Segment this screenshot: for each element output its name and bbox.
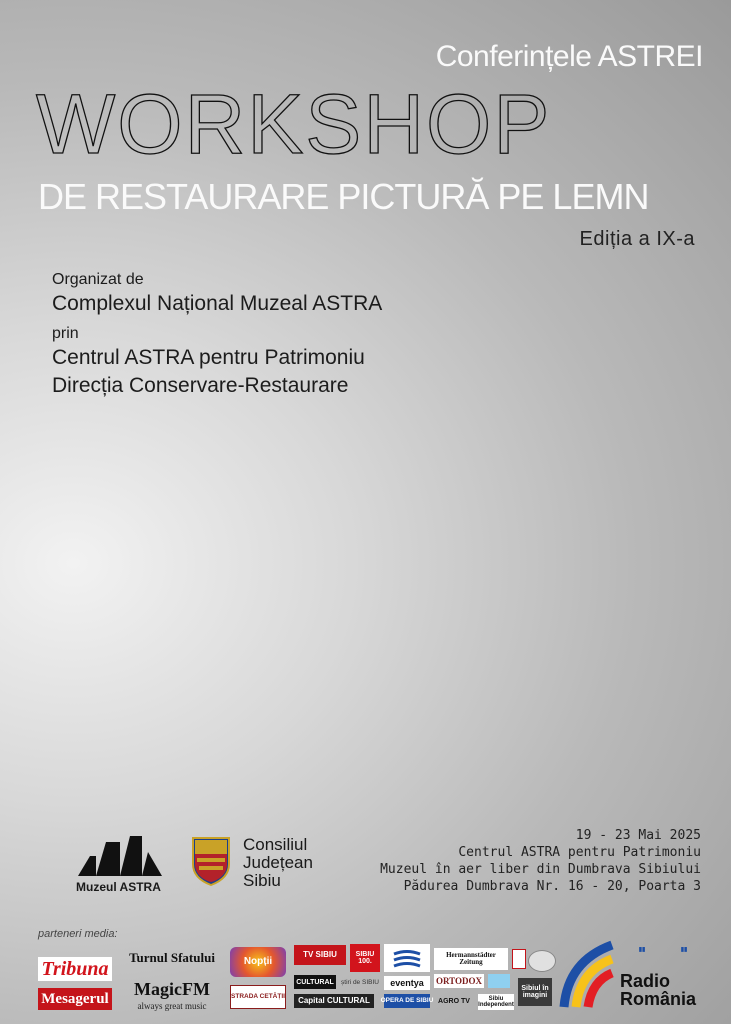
county-council-line: Consiliul [243,835,308,854]
partner-logo-ortodox: ORTODOX [434,974,484,988]
event-venue: Centrul ASTRA pentru Patrimoniu [458,845,701,860]
organizer-center: Centrul ASTRA pentru Patrimoniu [52,346,365,369]
partner-logo-radio-sibiu: ▮▮ [638,947,646,953]
partner-logo-mesagerul: Mesagerul [38,988,112,1010]
event-dates: 19 - 23 Mai 2025 [575,828,701,843]
partner-logo-radio-cluj: ▮▮ [680,947,688,953]
partner-logo-magicfm-tagline: always great music [137,1000,207,1011]
event-address: Pădurea Dumbrava Nr. 16 - 20, Poarta 3 [403,879,701,894]
partner-logo-sibiu100: SIBIU 100. [350,944,380,972]
partner-logo-eventya: eventya [384,976,430,990]
partner-logo-cultural: CULTURAL [294,975,336,989]
via-label: prin [52,325,79,342]
radio-romania-label: Radio România [620,971,697,1009]
series-title: Conferințele ASTREI [435,40,703,73]
partner-logo-agro-tv: AGRO TV [438,997,470,1005]
main-title: WORKSHOP [36,77,552,171]
wave-icon [392,949,422,967]
county-council-name [243,836,313,890]
event-info [380,827,701,895]
radio-romania-icon [560,943,616,1009]
partner-logo-bird [488,974,510,988]
partner-logo-strada-cetatii: STRADA CETĂȚII [230,985,286,1009]
partner-logo-blue-wave [384,944,430,972]
county-council-line: Sibiu [243,871,281,890]
partner-logo-magicfm: MagicFM [134,979,210,999]
partner-logo-sibiu-independent: Sibiu Independent [478,996,514,1008]
organizer-department: Direcția Conservare-Restaurare [52,374,349,397]
partner-logo-turnul-sfatului: Turnul Sfatului [129,949,215,965]
astra-logo-label: Muzeul ASTRA [76,880,161,894]
organized-by-label: Organizat de [52,271,144,288]
organizer-name: Complexul Național Muzeal ASTRA [52,292,383,315]
partner-logo-opera-sibiu: OPERA DE SIBIU [384,994,430,1008]
partner-logo-noptii: Nopții [230,947,286,977]
subtitle: DE RESTAURARE PICTURĂ PE LEMN [38,176,649,217]
partner-logo-stiri-de-sibiu: știri de SIBIU [341,978,379,986]
media-partners-label: parteneri media: [38,928,118,940]
county-council-line: Județean [243,853,313,872]
partner-logo-capital-cultural: Capital CULTURAL [294,994,374,1008]
edition-label: Ediția a IX-a [579,228,695,250]
partner-logo-tribuna: Tribuna [38,957,112,981]
partner-logo-small-badge [512,949,526,969]
event-place: Muzeul în aer liber din Dumbrava Sibiului [380,862,701,877]
partner-logo-sibiul-in-imagini: Sibiul în imagini [518,978,552,1006]
county-shield-icon [191,836,231,886]
partner-logo-tv-sibiu: TV SIBIU [294,945,346,965]
partner-logo-round [528,950,556,972]
partner-logo-hermannstadter: Hermannstädter Zeitung [434,948,508,970]
